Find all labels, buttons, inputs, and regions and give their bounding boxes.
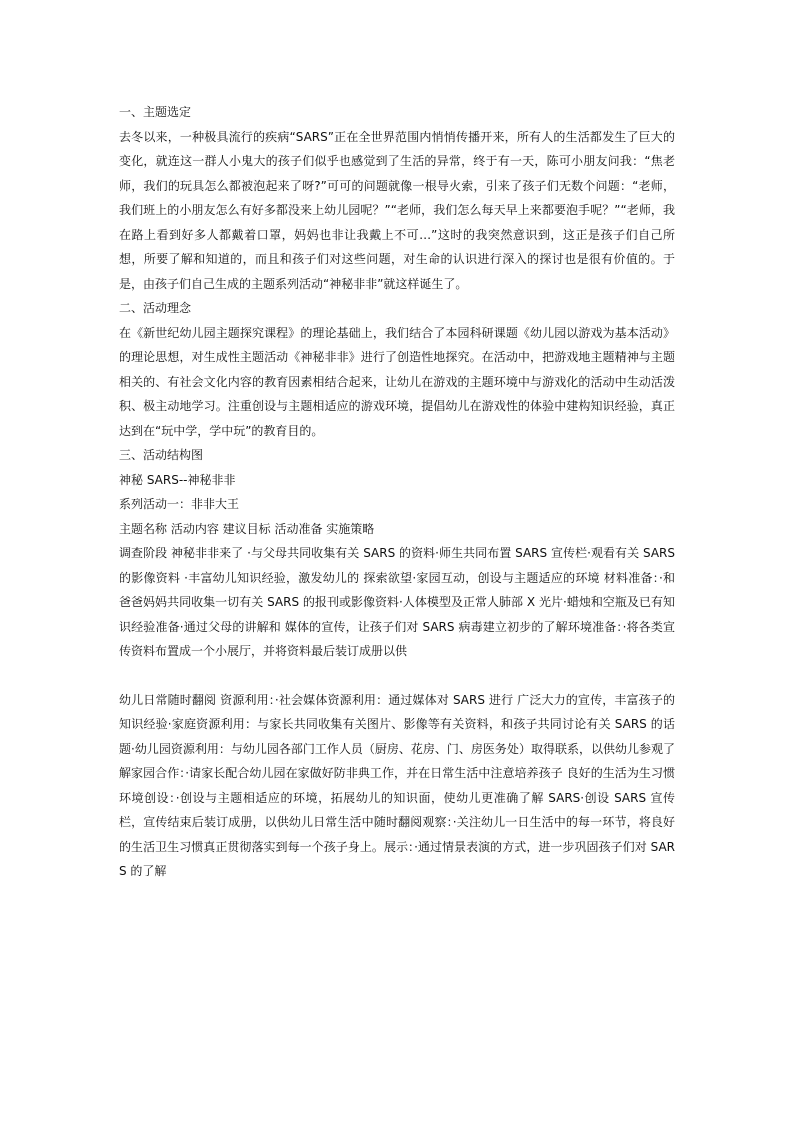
- section-heading-activity-structure: 三、活动结构图: [119, 448, 204, 462]
- investigation-stage-paragraph: 调查阶段 神秘非非来了 ·与父母共同收集有关 SARS 的资料·师生共同布置 SARS 宣传栏·观看有关 SARS 的影像资料 ·丰富幼儿知识经验，激发幼儿的 探索欲望·家园互动，创设与主题适应的环境 材料准备：·和爸爸妈妈共同收集一切有关 SARS 的报刊或影像资料·人体模型及正常人肺部 X 光片·蜡烛和空瓶及已有知识经验准备·通过父母的讲解和 媒体的宣传，让孩子们对 SARS 病毒建立初步的了解环境准备：·将各类宣传资料布置成一个小展厅，并将资料最后装订成册以供: [119, 546, 675, 658]
- activity-concept-paragraph: 在《新世纪幼儿园主题探究课程》的理论基础上，我们结合了本园科研课题《幼儿园以游戏为基本活动》的理论思想，对生成性主题活动《神秘非非》进行了创造性地探究。在活动中，把游戏地主题精神与主题相关的、有社会文化内容的教育因素相结合起来，让幼儿在游戏的主题环境中与游戏化的活动中生动活泼积、极主动地学习。注重创设与主题相适应的游戏环境，提倡幼儿在游戏性的体验中建构知识经验，真正达到在“玩中学，学中玩”的教育目的。: [119, 325, 675, 438]
- paragraph-gap: [119, 664, 675, 688]
- structure-title: 神秘 SARS--神秘非非: [119, 472, 236, 487]
- daily-reading-paragraph: 幼儿日常随时翻阅 资源利用：·社会媒体资源利用：通过媒体对 SARS 进行 广泛大力的宣传，丰富孩子的知识经验·家庭资源利用：与家长共同收集有关图片、影像等有关资料，和孩子共同讨论有关 SARS 的话题·幼儿园资源利用：与幼儿园各部门工作人员（厨房、花房、门、房医务处）取得联系，以供幼儿参观了解家园合作：·请家长配合幼儿园在家做好防非典工作，并在日常生活中注意培养孩子 良好的生活为生习惯环境创设：·创设与主题相适应的环境，拓展幼儿的知识面，使幼儿更准确了解 SARS·创设 SARS 宣传栏，宣传结束后装订成册，以供幼儿日常生活中随时翻阅观察：·关注幼儿一日生活中的每一环节，将良好的生活卫生习惯真正贯彻落实到每一个孩子身上。展示：·通过情景表演的方式，进一步巩固孩子们对 SARS 的了解: [119, 692, 675, 878]
- document-page: [119, 100, 675, 884]
- topic-selection-paragraph: 去冬以来，一种极具流行的疾病“SARS”正在全世界范围内悄悄传播开来，所有人的生活都发生了巨大的变化，就连这一群人小鬼大的孩子们似乎也感觉到了生活的异常，终于有一天，陈可小朋友问我：“焦老师，我们的玩具怎么都被泡起来了呀?”可可的问题就像一根导火索，引来了孩子们无数个问题：“老师，我们班上的小朋友怎么有好多都没来上幼儿园呢？”“老师，我们怎么每天早上来都要泡手呢？”“老师，我在路上看到好多人都戴着口罩，妈妈也非让我戴上不可…”这时的我突然意识到，这正是孩子们自己所想，所要了解和知道的，而且和孩子们对这些问题，对生命的认识进行深入的探讨也是很有价值的。于是，由孩子们自己生成的主题系列活动“神秘非非”就这样诞生了。: [119, 129, 675, 291]
- series-activity-one: 系列活动一：非非大王: [119, 497, 240, 511]
- section-heading-topic-selection: 一、主题选定: [119, 105, 192, 119]
- section-heading-activity-concept: 二、活动理念: [119, 301, 192, 315]
- structure-column-headers: 主题名称 活动内容 建议目标 活动准备 实施策略: [119, 521, 375, 536]
